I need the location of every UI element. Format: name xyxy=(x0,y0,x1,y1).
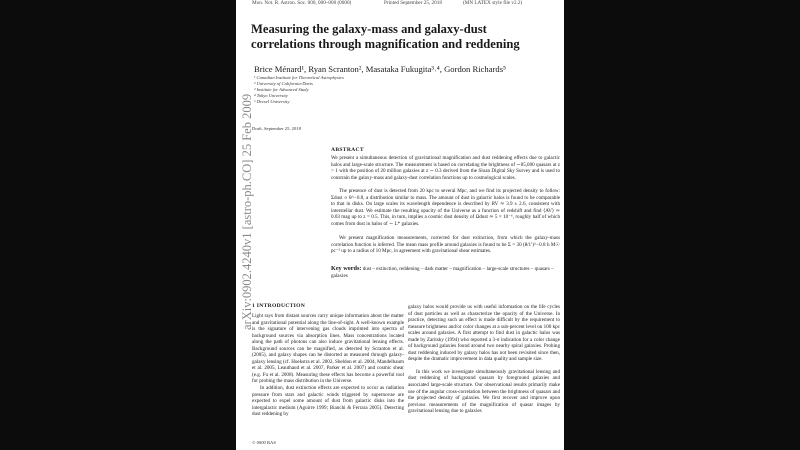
intro-right-paragraph-1: galaxy halos would provide us with useful information on the life cycles of dust particles as well as characterize the opacity of the Universe. In practice, detecting such an effect is made difficult by the requirement to measure brightness and/or color changes at a sub-percent level on 100 kpc scales around galaxies. A first attempt to find dust in galactic halos was made by Zaritsky (1994) who reported a 3-σ indication for a color change of background galaxies found around two nearby spiral galaxies. Probing dust reddening induced by galaxy halos has not been revisited since then, despite the dramatic improvement in data quality and sample size. xyxy=(408,304,560,363)
running-header-style: (MN LATEX style file v2.2) xyxy=(463,0,523,6)
affiliation-5: ⁵ Drexel University xyxy=(254,99,290,104)
abstract-paragraph-1: We present a simultaneous detection of gravitational magnification and dust reddening effects due to galactic halos and large-scale structure. The measurement is based on correlating the brightness of ∼85,000 quasars at z > 1 with the position of 20 million galaxies at z ∼ 0.3 derived from the Sloan Digital Sky Survey and is used to constrain the galaxy-mass and galaxy-dust correlation functions up to cosmological scales. xyxy=(331,155,560,181)
abstract-paragraph-3: We present magnification measurements, corrected for dust extinction, from which the galaxy-mass correlation function is inferred. The mean mass profile around galaxies is found to be Σ = 30 (θ/1′)^−0.8 h M☉ pc⁻² up to a radius of 10 Mpc, in agreement with gravitational shear estimates. xyxy=(331,235,560,255)
running-header-printed: Printed September 25, 2018 xyxy=(384,0,442,6)
draft-date: Draft, September 25, 2018 xyxy=(252,126,301,131)
affiliation-1: ¹ Canadian Institute for Theoretical Astrophysics xyxy=(254,75,344,80)
keywords xyxy=(331,266,560,279)
author-list: Brice Ménard¹, Ryan Scranton², Masataka Fukugita³˒⁴, Gordon Richards⁵ xyxy=(254,64,507,74)
affiliation-2: ² University of California-Davis xyxy=(254,81,313,86)
affiliation-3: ³ Institute for Advanced Study xyxy=(254,87,309,92)
intro-right-paragraph-2: In this work we investigate simultaneously gravitational lensing and dust reddening of background quasars by foreground galaxies and associated large-scale structure. Our observational results primarily make use of the angular cross-correlation between the brightness of quasars and the projected density of galaxies. We first recover and improve upon previous measurements of the magnification of quasar images by gravitational lensing due to galaxies xyxy=(408,368,560,415)
intro-column-right xyxy=(408,304,560,415)
intro-left-paragraph-1: Light rays from distant sources carry unique information about the matter and gravitational potential along the line-of-sight. A well-known example is the signature of intervening gas clouds imprinted into spectra of background sources via absorption lines. Mass concentrations located along the path of photons can also induce gravitational lensing effects. Background sources can be magnified, as detected by Scranton et al. (2005), and galaxy shapes can be distorted as measured through galaxy-galaxy lensing (cf. Hoekstra et al. 2002, Sheldon et al. 2004, Mandelbaum et al. 2005, Leauthaud et al. 2007, Parker et al. 2007) and cosmic shear (e.g. Fu et al. 2008). Measuring these effects has become a powerful tool for probing the mass distribution in the Universe. xyxy=(252,313,404,385)
running-header-journal: Mon. Not. R. Astron. Soc. 000, 000–000 (0000) xyxy=(252,0,352,6)
intro-column-left xyxy=(252,313,404,418)
copyright-footer: © 0000 RAS xyxy=(252,440,276,445)
keywords-label: Key words: xyxy=(331,265,362,272)
arxiv-stamp: arXiv:0902.4240v1 [astro-ph.CO] 25 Feb 2009 xyxy=(240,93,254,330)
affiliation-4: ⁴ Tokyo University xyxy=(254,93,288,98)
keywords-list: dust – extinction, reddening – dark matter – magnification – large-scale structures – quasars – galaxies xyxy=(331,266,554,279)
right-viewer-background xyxy=(564,0,800,450)
intro-left-paragraph-2: In addition, dust extinction effects are expected to occur as radiation pressure from stars and galactic winds triggered by supernovae are expected to expel some amount of dust from galactic disks into the intergalactic medium (Aguirre 1999; Bianchi & Ferrara 2005). Detecting dust reddening by xyxy=(252,385,404,418)
paper-title: Measuring the galaxy-mass and galaxy-dust correlations through magnification and reddening xyxy=(251,22,520,51)
paper-page xyxy=(236,0,564,450)
section-heading-introduction: 1 INTRODUCTION xyxy=(252,303,306,309)
abstract-paragraph-2: The presence of dust is detected from 20 kpc to several Mpc, and we find its projected density to follow: Σdust ∝ θ^−0.8, a distribution similar to mass. The amount of dust in galactic halos is found to be comparable to that in disks. On large scales its wavelength dependence is described by RV ≃ 3.9 ± 2.6, consistent with interstellar dust. We estimate the resulting opacity of the Universe as a function of redshift and find ⟨AV⟩ ≃ 0.03 mag up to z = 0.5. This, in turn, implies a cosmic dust density of Ωdust ≃ 5 × 10⁻⁶, roughly half of which comes from dust in halos of ∼ L* galaxies. xyxy=(331,188,560,227)
left-viewer-background xyxy=(0,0,236,450)
abstract-heading: ABSTRACT xyxy=(331,147,364,153)
